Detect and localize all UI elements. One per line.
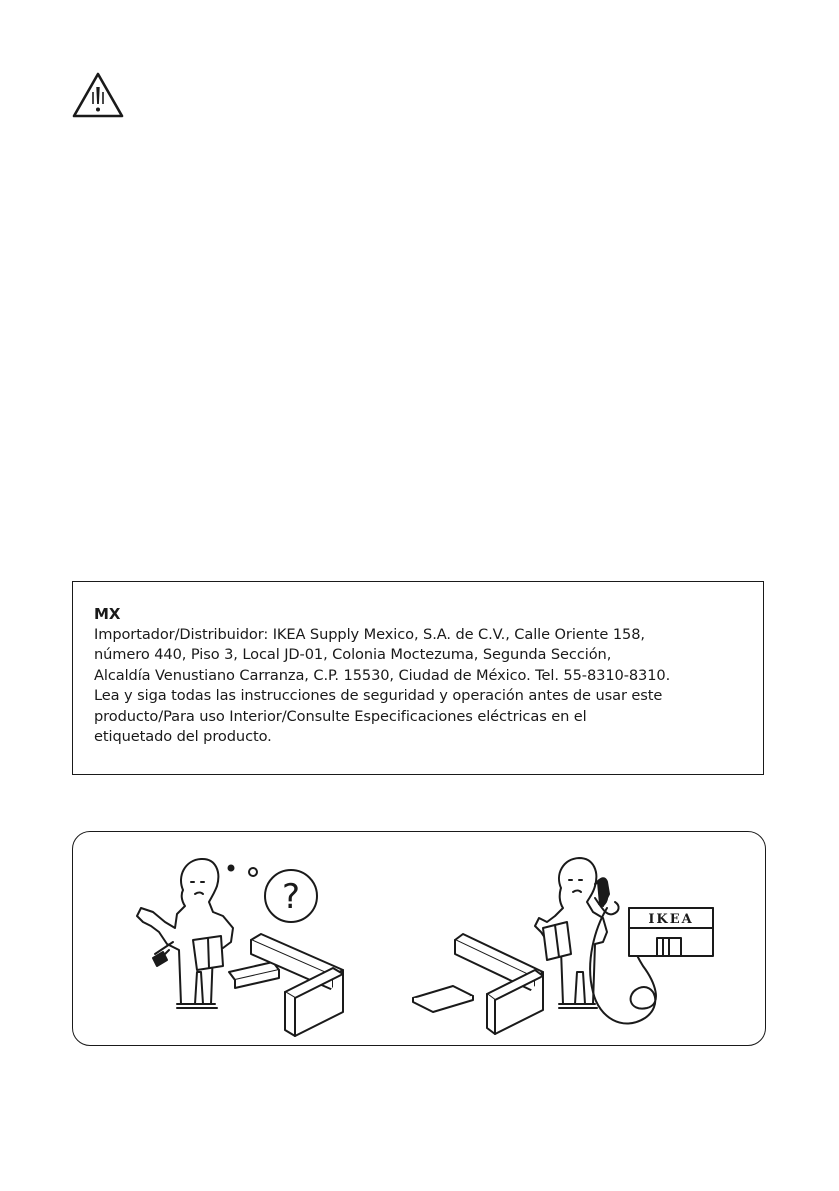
person-on-phone-icon — [535, 858, 619, 1008]
assistance-illustration-panel — [72, 831, 766, 1046]
country-code: MX — [94, 605, 121, 623]
question-mark: ? — [281, 877, 301, 917]
warning-triangle-icon — [70, 70, 126, 120]
importer-notice-text: Importador/Distribuidor: IKEA Supply Mexico, S.A. de C.V., Calle Oriente 158, número 440, Piso 3, Local JD-01, Colonia Moctezuma, Segunda Sección, Alcaldía Venustiano Carranza, C.P. 15530, Ciudad de México. Tel. 55-8310-8310. Lea y siga todas las instrucciones de seguridad y operación antes de usar este producto/Para uso Interior/Consulte Especificaciones eléctricas en el etiquetado del producto. — [94, 626, 671, 746]
furniture-parts-icon — [413, 934, 543, 1034]
confused-person-icon — [137, 859, 233, 1008]
importer-notice-box — [72, 581, 764, 775]
store-sign: IKEA — [648, 912, 694, 927]
furniture-parts-icon — [229, 934, 343, 1036]
ikea-store-icon — [629, 908, 713, 956]
thought-dot-icon — [228, 865, 235, 872]
thought-dot-icon — [249, 868, 257, 876]
